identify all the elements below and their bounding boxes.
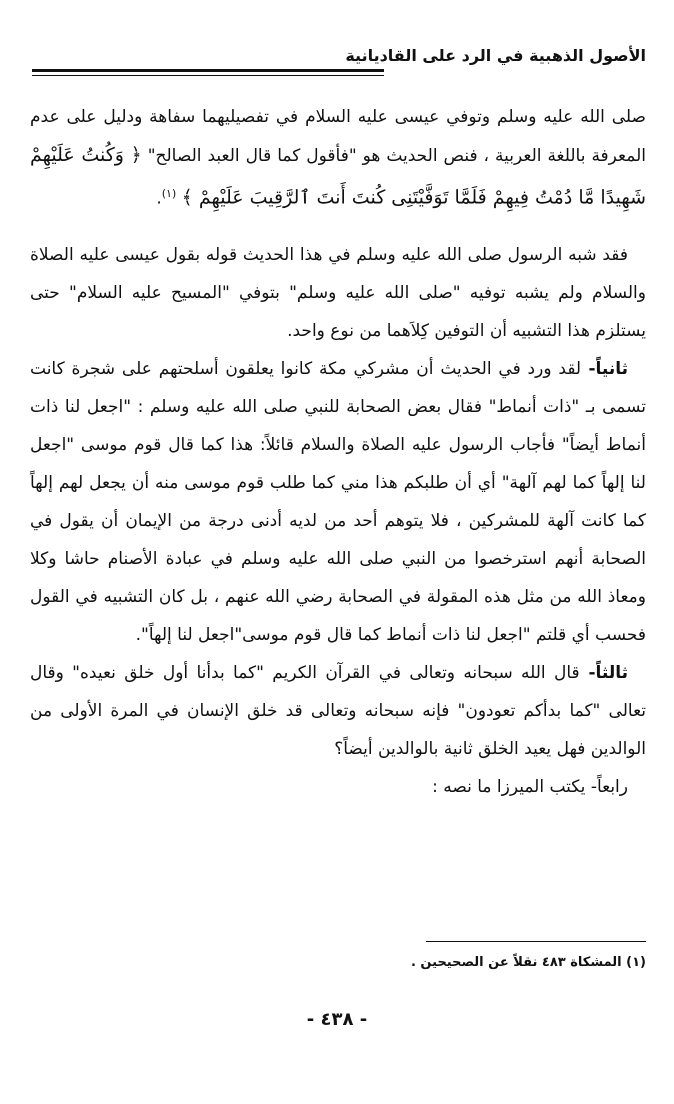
paragraph-4-lead: ثالثاً- xyxy=(579,662,628,683)
paragraph-1-end: . xyxy=(156,188,162,209)
header-rule-thin xyxy=(32,75,384,76)
header-rule-thick xyxy=(32,69,384,72)
paragraph-2: فقد شبه الرسول صلى الله عليه وسلم في هذا الحديث قوله بقول عيسى عليه الصلاة والسلام ولم يشبه توفيه "صلى الله عليه وسلم" بتوفي "المسيح عليه السلام" حتى يستلزم هذا التشبيه أن التوفين كِلاَهما من نوع واحد. xyxy=(30,244,646,341)
quran-verse: ﴿ وَكُنتُ عَلَيْهِمْ شَهِيدًا مَّا دُمْتُ فِيهِمْ فَلَمَّا تَوَفَّيْتَنِى كُنتَ أَنتَ ٱلرَّقِيبَ عَلَيْهِمْ ﴾ xyxy=(30,144,646,209)
footnote: (١) المشكاة ٤٨٣ نقلاً عن الصحيحين . xyxy=(410,955,646,970)
running-head-title: الأصول الذهبية في الرد على القاديانية xyxy=(345,46,646,65)
footnote-reference: (١) xyxy=(161,187,177,200)
paragraph-3 xyxy=(30,350,646,654)
page-number: - ٤٣٨ - xyxy=(306,1009,368,1030)
body-text xyxy=(30,98,646,806)
paragraph-1 xyxy=(30,98,646,218)
paragraph-5: رابعاً- يكتب الميرزا ما نصه : xyxy=(432,776,628,797)
paragraph-3-lead: ثانياً- xyxy=(581,358,629,379)
footnote-rule xyxy=(426,941,646,942)
paragraph-4-text: قال الله سبحانه وتعالى في القرآن الكريم "كما بدأنا أول خلق نعيده" وقال تعالى "كما بدأكم تعودون" فإنه سبحانه وتعالى قد خلق الإنسان في المرة الأولى من الوالدين فهل يعيد الخلق ثانية بالوالدين أيضاً؟ xyxy=(30,662,646,759)
paragraph-3-text: لقد ورد في الحديث أن مشركي مكة كانوا يعلقون أسلحتهم على شجرة كانت تسمى بـ "ذات أنماط" فقال بعض الصحابة للنبي صلى الله عليه وسلم : "اجعل لنا ذات أنماط أيضاً" فأجاب الرسول عليه الصلاة والسلام قائلاً: هذا كما قال قوم موسى "اجعل لنا إلهاً كما لهم آلهة" أي أن طلبكم هذا مني كما طلب قوم موسى منه أن يجعل لهم إلهاً كما كانت آلهة للمشركين ، فلا يتوهم أحد من لديه أدنى درجة من الإيمان أن يقول في الصحابة أنهم استرخصوا من النبي صلى الله عليه وسلم في عبادة الأصنام حاشا وكلا ومعاذ الله من مثل هذه المقولة في الصحابة رضي الله عنهم ، بل كان التشبيه في القول فحسب أي قلتم "اجعل لنا ذات أنماط كما قال قوم موسى"اجعل لنا إلهاً". xyxy=(30,358,646,645)
paragraph-4 xyxy=(30,654,646,768)
paragraph-1-text: صلى الله عليه وسلم وتوفي عيسى عليه السلام في تفصيليهما سفاهة ودليل على عدم المعرفة باللغة العربية ، فنص الحديث هو "فأقول كما قال العبد الصالح" xyxy=(30,107,646,166)
